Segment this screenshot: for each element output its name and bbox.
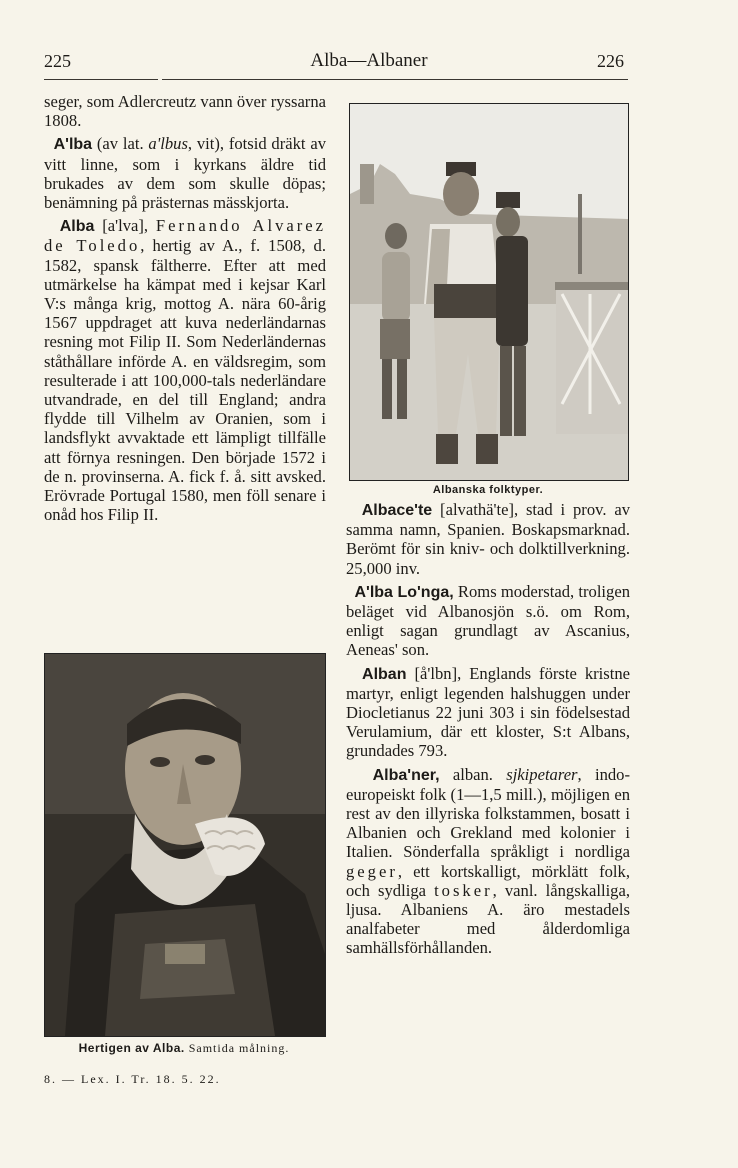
header-rule-left (44, 79, 158, 80)
header-rule-right (162, 79, 628, 80)
albanian-folk-photo (349, 103, 629, 481)
entry-albacete: Albace'te [alvathä'te], stad i prov. av samma namn, Spanien. Boskapsmarknad. Berömt för sin kniv- och dolktillverkning. 25,000 inv. (346, 500, 631, 578)
page-number-left: 225 (44, 51, 71, 71)
page-number-right: 226 (597, 51, 624, 71)
entry-alba-duke: Alba [a'lva], Fernando Alvarez de Toledo, hertig av A., f. 1508, d. 1582, spansk fältherre. Efter att med utmärkelse ha kämpat med i kejsar Karl V:s många krig, mottog A. nära 60-årig 1567 uppdraget att kuva nederländarnas resning mot Filip II. Som Nederländernas ståthållare införde A. en väldsregim, som resulterade i att 100,000-tals nederländare utvandrade, en del till England; andra flydde till Vilhelm av Oranien, som i landsflykt avvaktade ett lämpligt tillfälle att förnya resningen. Den började 1572 i de n. provinserna. A. fick f. å. sitt avsked. Erövrade Portugal 1580, men föll senare i onåd hos Filip II. (44, 216, 327, 525)
duke-of-alba-portrait (44, 653, 326, 1037)
printer-signature: 8. — Lex. I. Tr. 18. 5. 22. (44, 1072, 221, 1086)
entry-alban: Alban [å'lbn], Englands förste kristne martyr, enligt legenden halshuggen under Diocletianus 22 juni 303 i sin födelsestad Verulamium, där ett kloster, S:t Albans, grundades 793. (346, 663, 630, 761)
folk-photo-caption: Albanska folktyper. (432, 484, 544, 496)
portrait-caption: Hertigen av Alba. Samtida målning. (78, 1041, 290, 1055)
right-column (346, 500, 630, 958)
entry-continuation: seger, som Adlercreutz vann över ryssarna 1808. (44, 92, 326, 131)
entry-albaner: Alba'ner, alban. sjkipetarer, indo-europeiskt folk (1—1,5 mill.), möjligen en rest av den illyriska folkstammen, bosatt i Albanien och Grekland med kolonier i Italien. Sönderfalla språkligt i nordliga geger, ett kortskalligt, mörklätt folk, och sydliga tosker, vanl. långskalliga, ljusa. Albaniens A. äro mestadels analfabeter med ålderdomliga samhällsförhållanden. (346, 764, 630, 958)
entry-alba-garment: A'lba (av lat. a'lbus, vit), fotsid dräkt av vitt linne, som i kyrkans äldre tid brukades av dem som skulle döpas; benämning på prästernas mässkjorta. (44, 134, 326, 213)
left-column (44, 92, 326, 524)
running-title: Alba—Albaner (310, 50, 428, 71)
entry-alba-longa: A'lba Lo'nga, Roms moderstad, troligen beläget vid Albanosjön s.ö. om Rom, enligt sagan grundlagt av Ascanius, Aeneas' son. (346, 581, 630, 660)
